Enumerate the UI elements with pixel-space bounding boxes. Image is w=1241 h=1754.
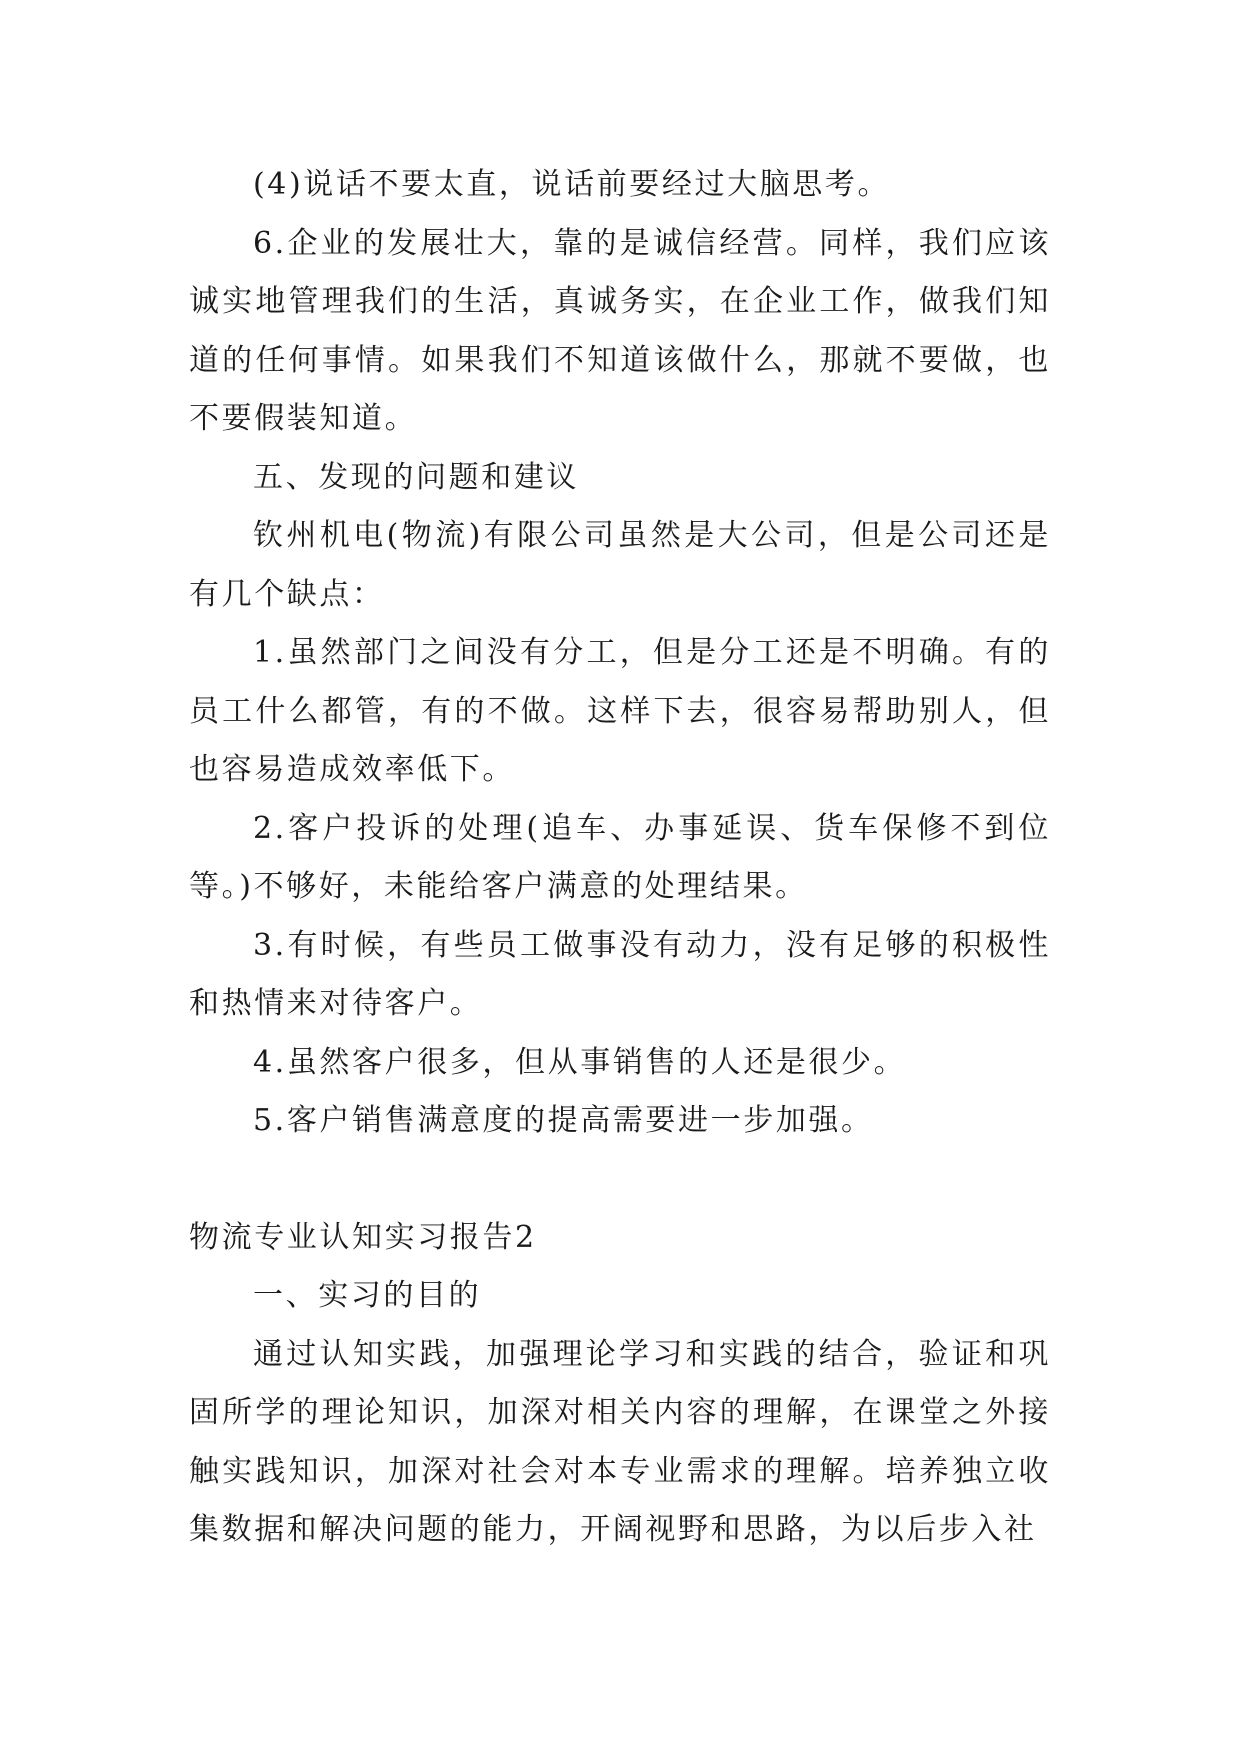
section-spacer [189, 1151, 1051, 1209]
section-heading-problems: 五、发现的问题和建议 [253, 459, 579, 495]
paragraph-purpose: 通过认知实践，加强理论学习和实践的结合，验证和巩固所学的理论知识，加深对相关内容的理解，在课堂之外接触实践知识，加深对社会对本专业需求的理解。培养独立收集数据和解决问题的能力，开阔视野和思路，为以后步入社 [189, 1336, 1051, 1547]
paragraph-issue-4: 4.虽然客户很多，但从事销售的人还是很少。 [253, 1044, 907, 1080]
paragraph-company-intro: 钦州机电(物流)有限公司虽然是大公司，但是公司还是有几个缺点： [189, 518, 1051, 612]
section-heading-purpose: 一、实习的目的 [253, 1278, 482, 1313]
paragraph-issue-1: 1.虽然部门之间没有分工，但是分工还是不明确。有的员工什么都管，有的不做。这样下去，很容易帮助别人，但也容易造成效率低下。 [189, 635, 1051, 787]
paragraph-issue-2: 2.客户投诉的处理(追车、办事延误、货车保修不到位等。)不够好，未能给客户满意的处理结果。 [189, 810, 1051, 904]
paragraph-issue-5: 5.客户销售满意度的提高需要进一步加强。 [253, 1103, 874, 1138]
document-body [189, 156, 1051, 1560]
paragraph-issue-3: 3.有时候，有些员工做事没有动力，没有足够的积极性和热情来对待客户。 [189, 927, 1051, 1021]
paragraph-point-6: 6.企业的发展壮大，靠的是诚信经营。同样，我们应该诚实地管理我们的生活，真诚务实，在企业工作，做我们知道的任何事情。如果我们不知道该做什么，那就不要做，也不要假装知道。 [189, 225, 1051, 436]
paragraph-point-4: (4)说话不要太直，说话前要经过大脑思考。 [253, 167, 891, 202]
report-title: 物流专业认知实习报告2 [189, 1219, 537, 1255]
